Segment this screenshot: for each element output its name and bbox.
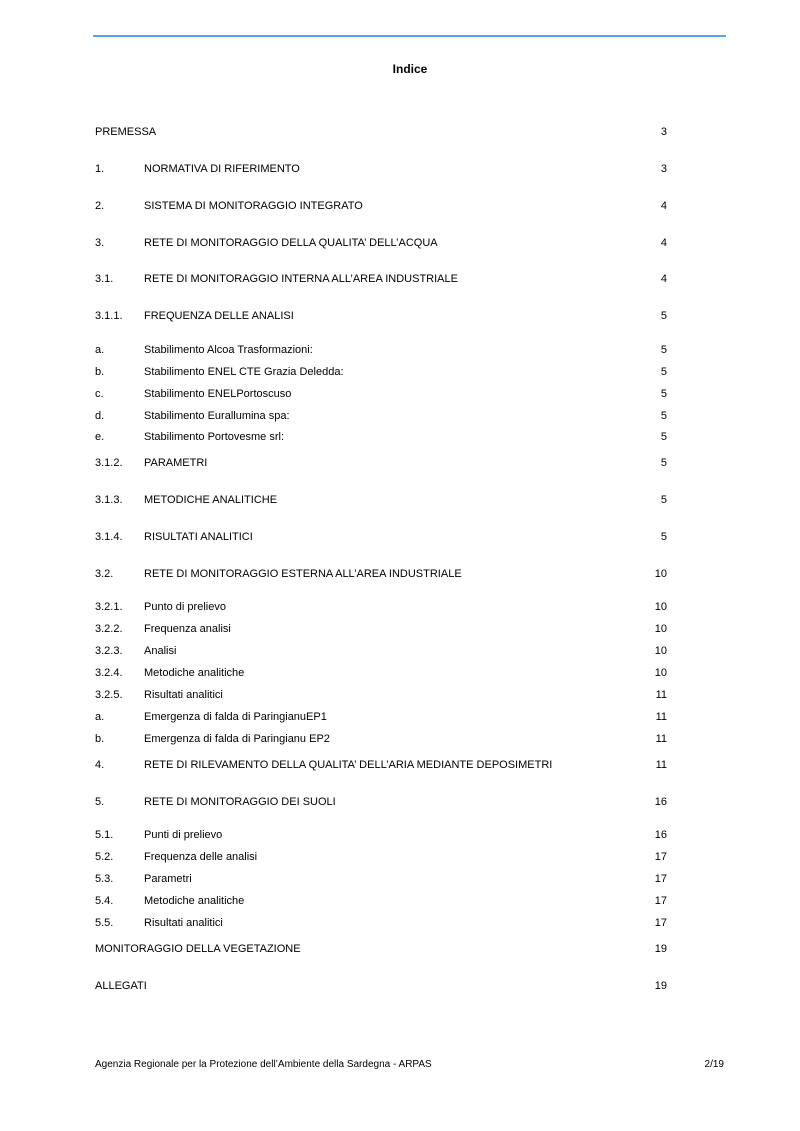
toc-entry-number: 3.1.3. — [95, 494, 123, 506]
toc-entry-label: RETE DI MONITORAGGIO DELLA QUALITA’ DELL’ACQUA — [144, 237, 438, 249]
toc-entry-number: 5.3. — [95, 873, 114, 885]
toc-entry-number: 3. — [95, 237, 105, 249]
toc-entry-page: 19 — [654, 943, 667, 955]
toc-entry-number: 5.4. — [95, 895, 114, 907]
toc-entry-page: 5 — [660, 457, 667, 469]
toc-entry-page: 19 — [654, 980, 667, 992]
toc-entry-label: ALLEGATI — [95, 980, 147, 992]
toc-entry-label: PREMESSA — [95, 126, 157, 138]
toc-entry-number: 3.2.4. — [95, 667, 123, 679]
toc-entry-number: 5. — [95, 796, 105, 808]
toc-entry[interactable] — [95, 794, 667, 810]
toc-entry-label: RETE DI MONITORAGGIO INTERNA ALL’AREA INDUSTRIALE — [144, 273, 458, 285]
toc-entry-number: 2. — [95, 200, 105, 212]
toc-entry-page: 5 — [660, 431, 667, 443]
toc-entry[interactable] — [95, 849, 667, 865]
toc-entry-label: Frequenza delle analisi — [144, 851, 258, 863]
toc-entry-label: Analisi — [144, 645, 177, 657]
toc-entry-label: Stabilimento Alcoa Trasformazioni: — [144, 344, 313, 356]
toc-entry-page: 5 — [660, 494, 667, 506]
toc-entry-label: Stabilimento Eurallumina spa: — [144, 410, 290, 422]
toc-entry-page: 10 — [654, 645, 667, 657]
toc-entry-label: Stabilimento ENEL CTE Grazia Deledda: — [144, 366, 344, 378]
toc-entry-label: Stabilimento ENELPortoscuso — [144, 388, 292, 400]
toc-entry-page: 5 — [660, 344, 667, 356]
toc-entry-page: 11 — [655, 711, 667, 723]
toc-entry-number: 3.2.1. — [95, 601, 123, 613]
toc-entry-page: 17 — [654, 851, 667, 863]
toc-entry[interactable] — [95, 731, 667, 747]
toc-entry-label: Emergenza di falda di ParingianuEP1 — [144, 711, 327, 723]
toc-entry-number: b. — [95, 366, 105, 378]
toc-entry[interactable] — [95, 871, 667, 887]
toc-entry-number: d. — [95, 410, 105, 422]
toc-entry[interactable] — [95, 529, 667, 545]
toc-entry-label: SISTEMA DI MONITORAGGIO INTEGRATO — [144, 200, 363, 212]
toc-entry-page: 10 — [654, 568, 667, 580]
toc-entry[interactable] — [95, 665, 667, 681]
toc-entry-page: 11 — [655, 689, 667, 701]
toc-entry-label: RETE DI MONITORAGGIO DEI SUOLI — [144, 796, 336, 808]
toc-entry-page: 3 — [660, 163, 667, 175]
toc-entry-number: a. — [95, 711, 105, 723]
toc-entry-page: 4 — [660, 237, 667, 249]
toc-entry[interactable] — [95, 124, 667, 140]
toc-entry[interactable] — [95, 687, 667, 703]
toc-entry-number: c. — [95, 388, 104, 400]
toc-entry-number: 4. — [95, 759, 105, 771]
toc-entry-label: MONITORAGGIO DELLA VEGETAZIONE — [95, 943, 301, 955]
toc-entry[interactable] — [95, 941, 667, 957]
toc-entry-number: 5.1. — [95, 829, 114, 841]
toc-entry-page: 16 — [654, 829, 667, 841]
toc-entry-page: 10 — [654, 623, 667, 635]
toc-entry[interactable] — [95, 198, 667, 214]
toc-entry-number: 3.1.1. — [95, 310, 123, 322]
toc-entry-page: 4 — [660, 273, 667, 285]
toc-entry-label: NORMATIVA DI RIFERIMENTO — [144, 163, 300, 175]
page-title: Indice — [392, 62, 428, 76]
toc-entry-number: 1. — [95, 163, 105, 175]
toc-entry[interactable] — [95, 643, 667, 659]
toc-entry-page: 5 — [660, 410, 667, 422]
toc-entry[interactable] — [95, 915, 667, 931]
toc-entry-label: PARAMETRI — [144, 457, 208, 469]
toc-entry[interactable] — [95, 978, 667, 994]
toc-entry-label: Metodiche analitiche — [144, 667, 245, 679]
toc-entry-label: METODICHE ANALITICHE — [144, 494, 278, 506]
toc-entry[interactable] — [95, 271, 667, 287]
toc-entry-number: 5.2. — [95, 851, 114, 863]
toc-entry-page: 5 — [660, 531, 667, 543]
toc-entry[interactable] — [95, 308, 667, 324]
toc-entry-page: 17 — [654, 873, 667, 885]
footer-page-number: 2/19 — [704, 1059, 724, 1070]
toc-entry-number: 3.1.4. — [95, 531, 123, 543]
toc-entry-label: RETE DI MONITORAGGIO ESTERNA ALL’AREA INDUSTRIALE — [144, 568, 462, 580]
toc-entry-number: 3.1.2. — [95, 457, 123, 469]
toc-entry-label: Risultati analitici — [144, 917, 223, 929]
toc-entry-label: FREQUENZA DELLE ANALISI — [144, 310, 294, 322]
toc-entry-number: 5.5. — [95, 917, 114, 929]
toc-entry-label: Punto di prelievo — [144, 601, 226, 613]
toc-entry-label: Parametri — [144, 873, 192, 885]
toc-entry[interactable] — [95, 757, 667, 773]
toc-entry-label: Metodiche analitiche — [144, 895, 245, 907]
toc-entry-number: 3.2.5. — [95, 689, 123, 701]
toc-entry-page: 5 — [660, 366, 667, 378]
toc-entry-page: 5 — [660, 310, 667, 322]
toc-entry-label: RETE DI RILEVAMENTO DELLA QUALITA’ DELL’ARIA MEDIANTE DEPOSIMETRI — [144, 759, 553, 771]
toc-entry-number: 3.1. — [95, 273, 114, 285]
toc-entry[interactable] — [95, 709, 667, 725]
toc-entry[interactable] — [95, 621, 667, 637]
toc-entry[interactable] — [95, 492, 667, 508]
toc-entry[interactable] — [95, 429, 667, 445]
toc-entry[interactable] — [95, 364, 667, 380]
toc-entry-label: Punti di prelievo — [144, 829, 223, 841]
toc-entry-page: 16 — [654, 796, 667, 808]
toc-entry[interactable] — [95, 455, 667, 471]
header-rule — [93, 35, 726, 37]
toc-entry-page: 17 — [654, 895, 667, 907]
toc-entry-number: a. — [95, 344, 105, 356]
toc-entry-number: 3.2.3. — [95, 645, 123, 657]
toc-entry-number: 3.2. — [95, 568, 114, 580]
toc-entry-page: 4 — [660, 200, 667, 212]
toc-entry[interactable] — [95, 161, 667, 177]
toc-entry-page: 10 — [654, 601, 667, 613]
toc-entry-page: 11 — [655, 759, 667, 771]
toc-entry[interactable] — [95, 893, 667, 909]
toc-entry-number: b. — [95, 733, 105, 745]
toc-entry-page: 3 — [660, 126, 667, 138]
toc-entry[interactable] — [95, 827, 667, 843]
toc-entry[interactable] — [95, 599, 667, 615]
toc-entry-number: e. — [95, 431, 105, 443]
toc-entry-label: Emergenza di falda di Paringianu EP2 — [144, 733, 330, 745]
toc-entry[interactable] — [95, 408, 667, 424]
toc-entry-label: Risultati analitici — [144, 689, 223, 701]
toc-entry-page: 10 — [654, 667, 667, 679]
footer-agency-text: Agenzia Regionale per la Protezione dell’Ambiente della Sardegna - ARPAS — [95, 1059, 432, 1070]
toc-entry-page: 11 — [655, 733, 667, 745]
toc-entry-label: Stabilimento Portovesme srl: — [144, 431, 284, 443]
toc-entry[interactable] — [95, 235, 667, 251]
toc-entry-page: 17 — [654, 917, 667, 929]
toc-entry-label: Frequenza analisi — [144, 623, 231, 635]
toc-entry[interactable] — [95, 342, 667, 358]
toc-entry-page: 5 — [660, 388, 667, 400]
toc-entry[interactable] — [95, 386, 667, 402]
toc-entry-label: RISULTATI ANALITICI — [144, 531, 253, 543]
toc-entry-number: 3.2.2. — [95, 623, 123, 635]
toc-entry[interactable] — [95, 566, 667, 582]
